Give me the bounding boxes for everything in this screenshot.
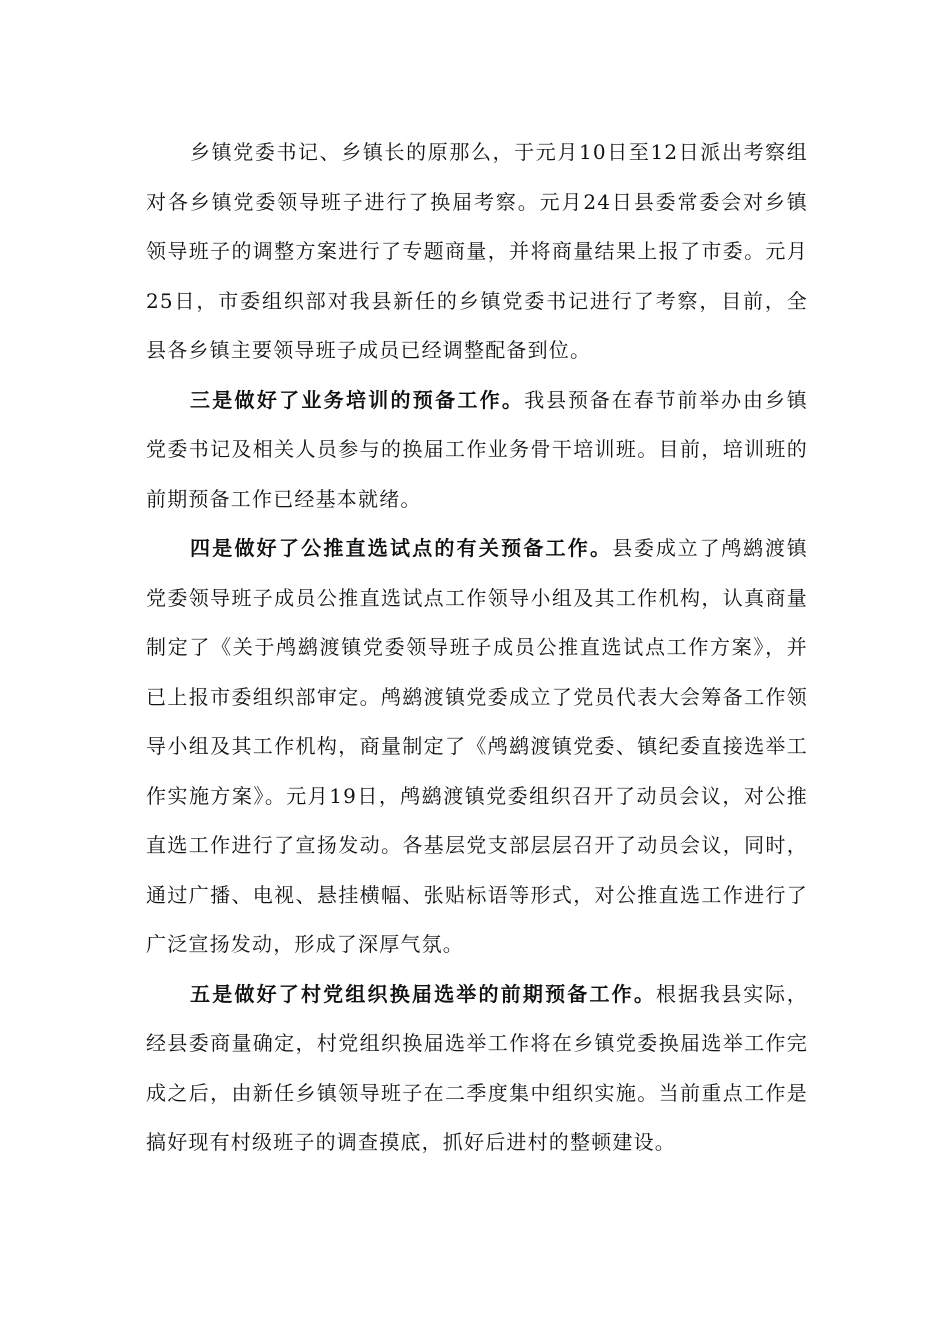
paragraph-1 <box>146 128 808 376</box>
paragraph-2-text: 我县预备在春节前举办由乡镇党委书记及相关人员参与的换届工作业务骨干培训班。目前，培训班的前期预备工作已经基本就绪。 <box>146 387 808 511</box>
paragraph-2-heading: 三是做好了业务培训的预备工作。 <box>190 387 525 412</box>
paragraph-3-heading: 四是做好了公推直选试点的有关预备工作。 <box>190 536 613 560</box>
paragraph-3 <box>146 524 808 970</box>
paragraph-2 <box>146 376 808 525</box>
paragraph-3-text: 县委成立了鸬鹚渡镇党委领导班子成员公推直选试点工作领导小组及其工作机构，认真商量制定了《关于鸬鹚渡镇党委领导班子成员公推直选试点工作方案》，并已上报市委组织部审定。鸬鹚渡镇党委成立了党员代表大会筹备工作领导小组及其工作机构，商量制定了《鸬鹚渡镇党委、镇纪委直接选举工作实施方案》。元月19日，鸬鹚渡镇党委组织召开了动员会议，对公推直选工作进行了宣扬发动。各基层党支部层层召开了动员会议，同时，通过广播、电视、悬挂横幅、张贴标语等形式，对公推直选工作进行了广泛宣扬发动，形成了深厚气氛。 <box>146 536 808 956</box>
paragraph-4-heading: 五是做好了村党组织换届选举的前期预备工作。 <box>190 981 657 1006</box>
paragraph-4 <box>146 970 808 1168</box>
paragraph-1-text: 乡镇党委书记、乡镇长的原那么，于元月10日至12日派出考察组对各乡镇党委领导班子进行了换届考察。元月24日县委常委会对乡镇领导班子的调整方案进行了专题商量，并将商量结果上报了市委。元月25日，市委组织部对我县新任的乡镇党委书记进行了考察，目前，全县各乡镇主要领导班子成员已经调整配备到位。 <box>146 140 808 362</box>
document-body <box>146 128 808 1168</box>
paragraph-4-text: 根据我县实际，经县委商量确定，村党组织换届选举工作将在乡镇党委换届选举工作完成之后，由新任乡镇领导班子在二季度集中组织实施。当前重点工作是搞好现有村级班子的调查摸底，抓好后进村的整顿建设。 <box>146 981 808 1154</box>
